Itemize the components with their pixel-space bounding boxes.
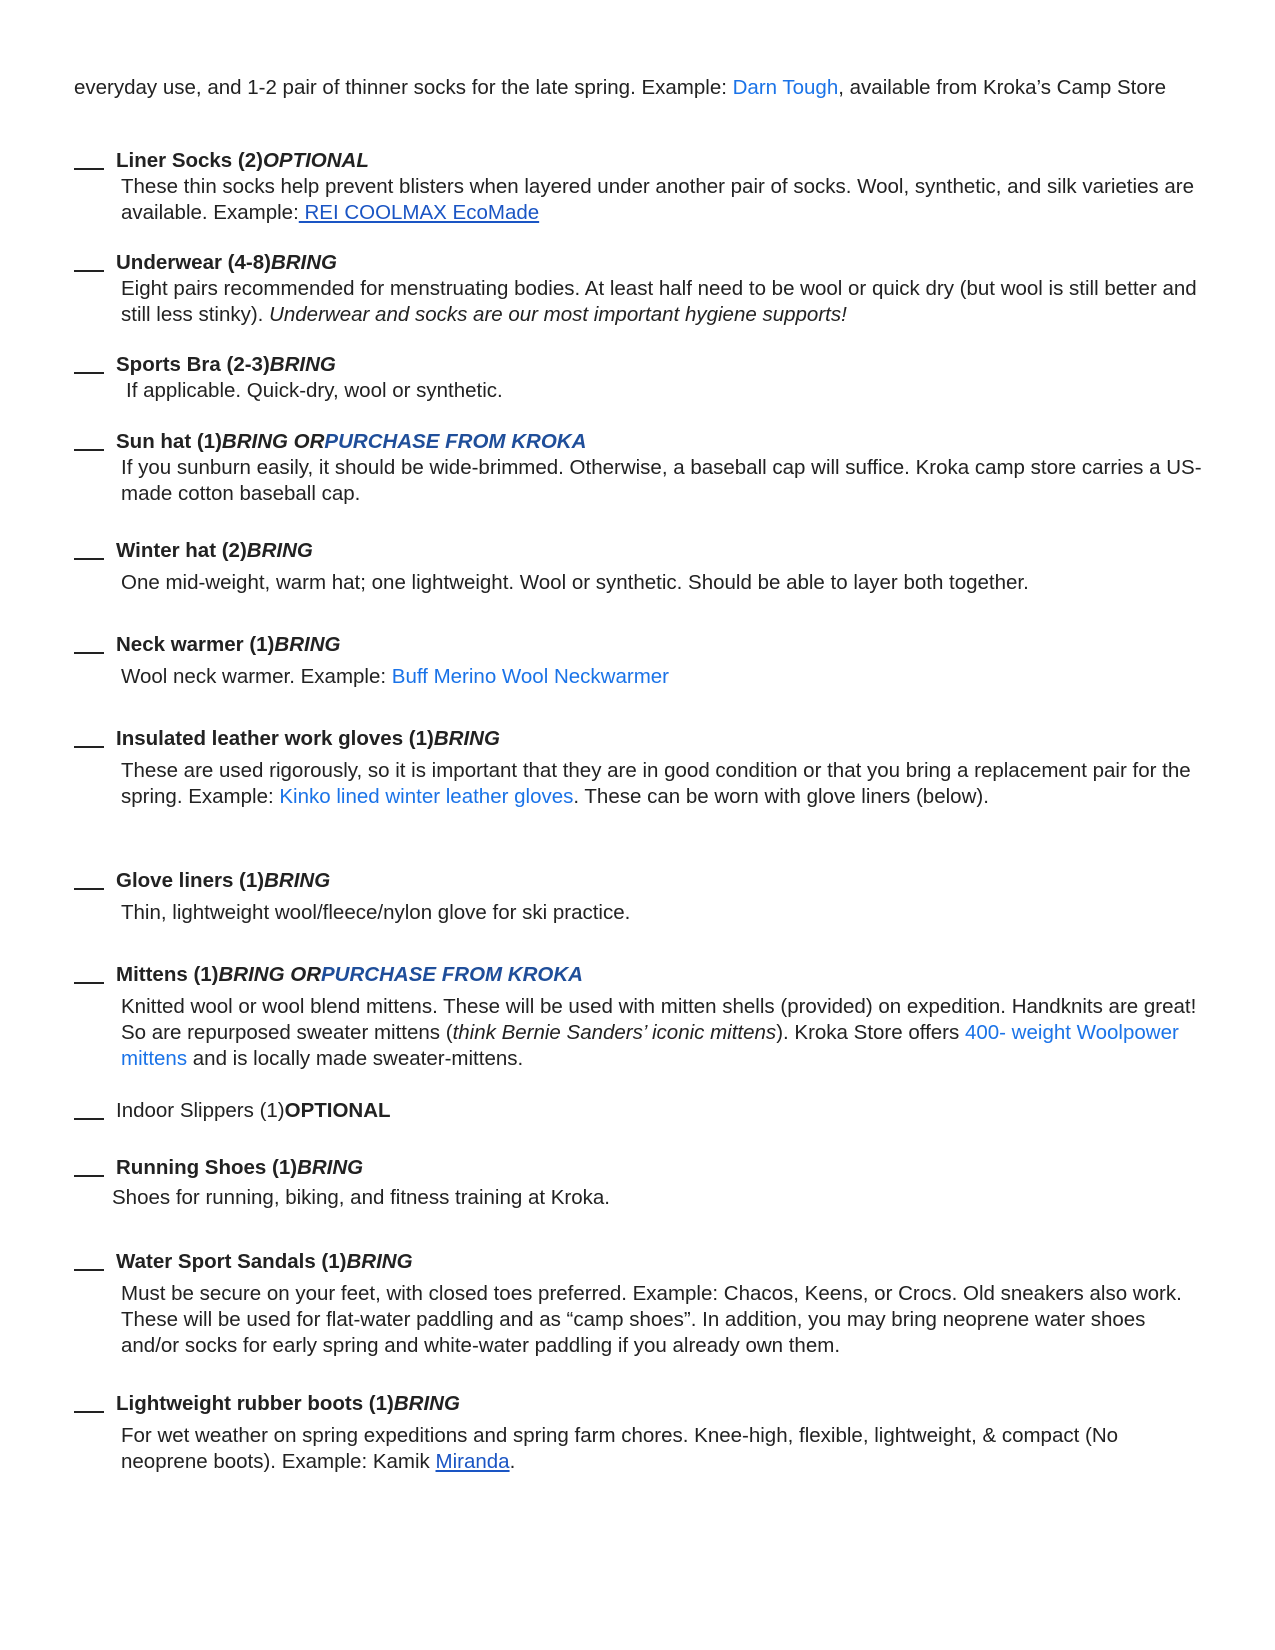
checkbox-blank[interactable] bbox=[74, 651, 104, 654]
item-description: These are used rigorously, so it is important that they are in good condition or that you bring a replacement pair for the spring. Example: Kinko lined winter leather gloves. These can be worn with glove liners (below). bbox=[121, 759, 1191, 808]
list-item-neck-warmer bbox=[74, 632, 1204, 690]
kinko-gloves-link[interactable]: Kinko lined winter leather gloves bbox=[279, 785, 574, 808]
item-name: Glove liners (1) bbox=[116, 869, 265, 892]
checkbox-blank[interactable] bbox=[74, 1268, 104, 1271]
item-name: Mittens (1) bbox=[116, 963, 219, 986]
item-tag: BRING bbox=[346, 1250, 413, 1273]
list-item-indoor-slippers bbox=[74, 1098, 1204, 1124]
darn-tough-link[interactable]: Darn Tough bbox=[732, 76, 839, 99]
list-item-sun-hat bbox=[74, 429, 1204, 507]
checkbox-blank[interactable] bbox=[74, 1410, 104, 1413]
item-tag: BRING OR bbox=[218, 963, 321, 986]
item-description: If applicable. Quick-dry, wool or synthetic. bbox=[126, 379, 503, 402]
item-description: Must be secure on your feet, with closed toes preferred. Example: Chacos, Keens, or Crocs. Old sneakers also work. These will be used for flat-water paddling and as “camp shoes”. In addition, you may bring neoprene water shoes and/or socks for early spring and white-water paddling if you already own them. bbox=[121, 1282, 1182, 1357]
list-item-running-shoes bbox=[74, 1155, 1204, 1211]
item-name: Liner Socks (2) bbox=[116, 149, 263, 172]
list-item-mittens bbox=[74, 962, 1204, 1072]
checkbox-blank[interactable] bbox=[74, 557, 104, 560]
hygiene-note: Underwear and socks are our most important hygiene supports! bbox=[269, 303, 847, 326]
checkbox-blank[interactable] bbox=[74, 167, 104, 170]
item-tag: BRING OR bbox=[221, 430, 325, 453]
intro-text: everyday use, and 1-2 pair of thinner socks for the late spring. Example: bbox=[74, 76, 733, 99]
item-description: For wet weather on spring expeditions and spring farm chores. Knee-high, flexible, lightweight, & compact (No neoprene boots). Example: Kamik Miranda. bbox=[121, 1424, 1119, 1473]
item-tag: BRING bbox=[433, 727, 500, 750]
item-tag: BRING bbox=[274, 633, 341, 656]
list-item-work-gloves bbox=[74, 726, 1204, 810]
purchase-from-kroka-tag: PURCHASE FROM KROKA bbox=[321, 963, 583, 986]
list-item-liner-socks bbox=[74, 148, 1204, 226]
checkbox-blank[interactable] bbox=[74, 745, 104, 748]
item-tag: BRING bbox=[264, 869, 331, 892]
rei-coolmax-link[interactable]: REI COOLMAX EcoMade bbox=[298, 201, 540, 224]
item-name: Sun hat (1) bbox=[116, 430, 222, 453]
item-name: Running Shoes (1) bbox=[116, 1156, 298, 1179]
item-tag: BRING bbox=[270, 251, 337, 274]
item-name: Lightweight rubber boots (1) bbox=[116, 1392, 394, 1415]
item-tag: BRING bbox=[297, 1156, 364, 1179]
item-name: Sports Bra (2-3) bbox=[116, 353, 270, 376]
item-description: Wool neck warmer. Example: Buff Merino Wool Neckwarmer bbox=[121, 665, 670, 688]
item-description: These thin socks help prevent blisters when layered under another pair of socks. Wool, synthetic, and silk varieties are available. Example: REI COOLMAX EcoMade bbox=[121, 175, 1194, 224]
woolpower-mittens-link[interactable]: 400- weight Woolpower mittens bbox=[121, 1021, 1179, 1070]
list-item-sports-bra bbox=[74, 352, 1204, 404]
item-description: Shoes for running, biking, and fitness training at Kroka. bbox=[112, 1186, 610, 1209]
item-name: Neck warmer (1) bbox=[116, 633, 275, 656]
list-item-glove-liners bbox=[74, 868, 1204, 926]
item-tag: OPTIONAL bbox=[284, 1099, 391, 1122]
purchase-from-kroka-tag: PURCHASE FROM KROKA bbox=[324, 430, 587, 453]
list-item-water-sandals bbox=[74, 1249, 1204, 1359]
item-tag: BRING bbox=[269, 353, 336, 376]
list-item-rubber-boots bbox=[74, 1391, 1204, 1475]
item-name: Underwear (4-8) bbox=[116, 251, 271, 274]
checkbox-blank[interactable] bbox=[74, 981, 104, 984]
item-name: Insulated leather work gloves (1) bbox=[116, 727, 434, 750]
item-tag: BRING bbox=[246, 539, 313, 562]
list-item-underwear bbox=[74, 250, 1204, 328]
checkbox-blank[interactable] bbox=[74, 269, 104, 272]
item-tag: OPTIONAL bbox=[262, 149, 369, 172]
item-description: Eight pairs recommended for menstruating bodies. At least half need to be wool or quick dry (but wool is still better and still less stinky). Underwear and socks are our most important hygiene supports! bbox=[121, 277, 1197, 326]
buff-neckwarmer-link[interactable]: Buff Merino Wool Neckwarmer bbox=[391, 665, 670, 688]
checkbox-blank[interactable] bbox=[74, 1117, 104, 1120]
checkbox-blank[interactable] bbox=[74, 887, 104, 890]
intro-text-end: , available from Kroka’s Camp Store bbox=[838, 76, 1167, 99]
item-name: Water Sport Sandals (1) bbox=[116, 1250, 347, 1273]
item-name: Winter hat (2) bbox=[116, 539, 247, 562]
item-tag: BRING bbox=[393, 1392, 460, 1415]
checkbox-blank[interactable] bbox=[74, 448, 104, 451]
item-name: Indoor Slippers (1) bbox=[116, 1099, 285, 1122]
item-description: If you sunburn easily, it should be wide-brimmed. Otherwise, a baseball cap will suffice. Kroka camp store carries a US-made cotton baseball cap. bbox=[121, 456, 1202, 505]
checkbox-blank[interactable] bbox=[74, 1174, 104, 1177]
item-description: One mid-weight, warm hat; one lightweight. Wool or synthetic. Should be able to layer both together. bbox=[121, 571, 1029, 594]
intro-paragraph bbox=[74, 75, 1194, 101]
kamik-miranda-link[interactable]: Miranda bbox=[435, 1450, 510, 1473]
item-description: Thin, lightweight wool/fleece/nylon glove for ski practice. bbox=[121, 901, 631, 924]
checkbox-blank[interactable] bbox=[74, 371, 104, 374]
item-description: Knitted wool or wool blend mittens. These will be used with mitten shells (provided) on expedition. Handknits are great! So are repurposed sweater mittens (think Bernie Sanders’ iconic mittens). Kroka Store offers 400- weight Woolpower mittens and is locally made sweater-mittens. bbox=[121, 995, 1197, 1070]
list-item-winter-hat bbox=[74, 538, 1204, 596]
